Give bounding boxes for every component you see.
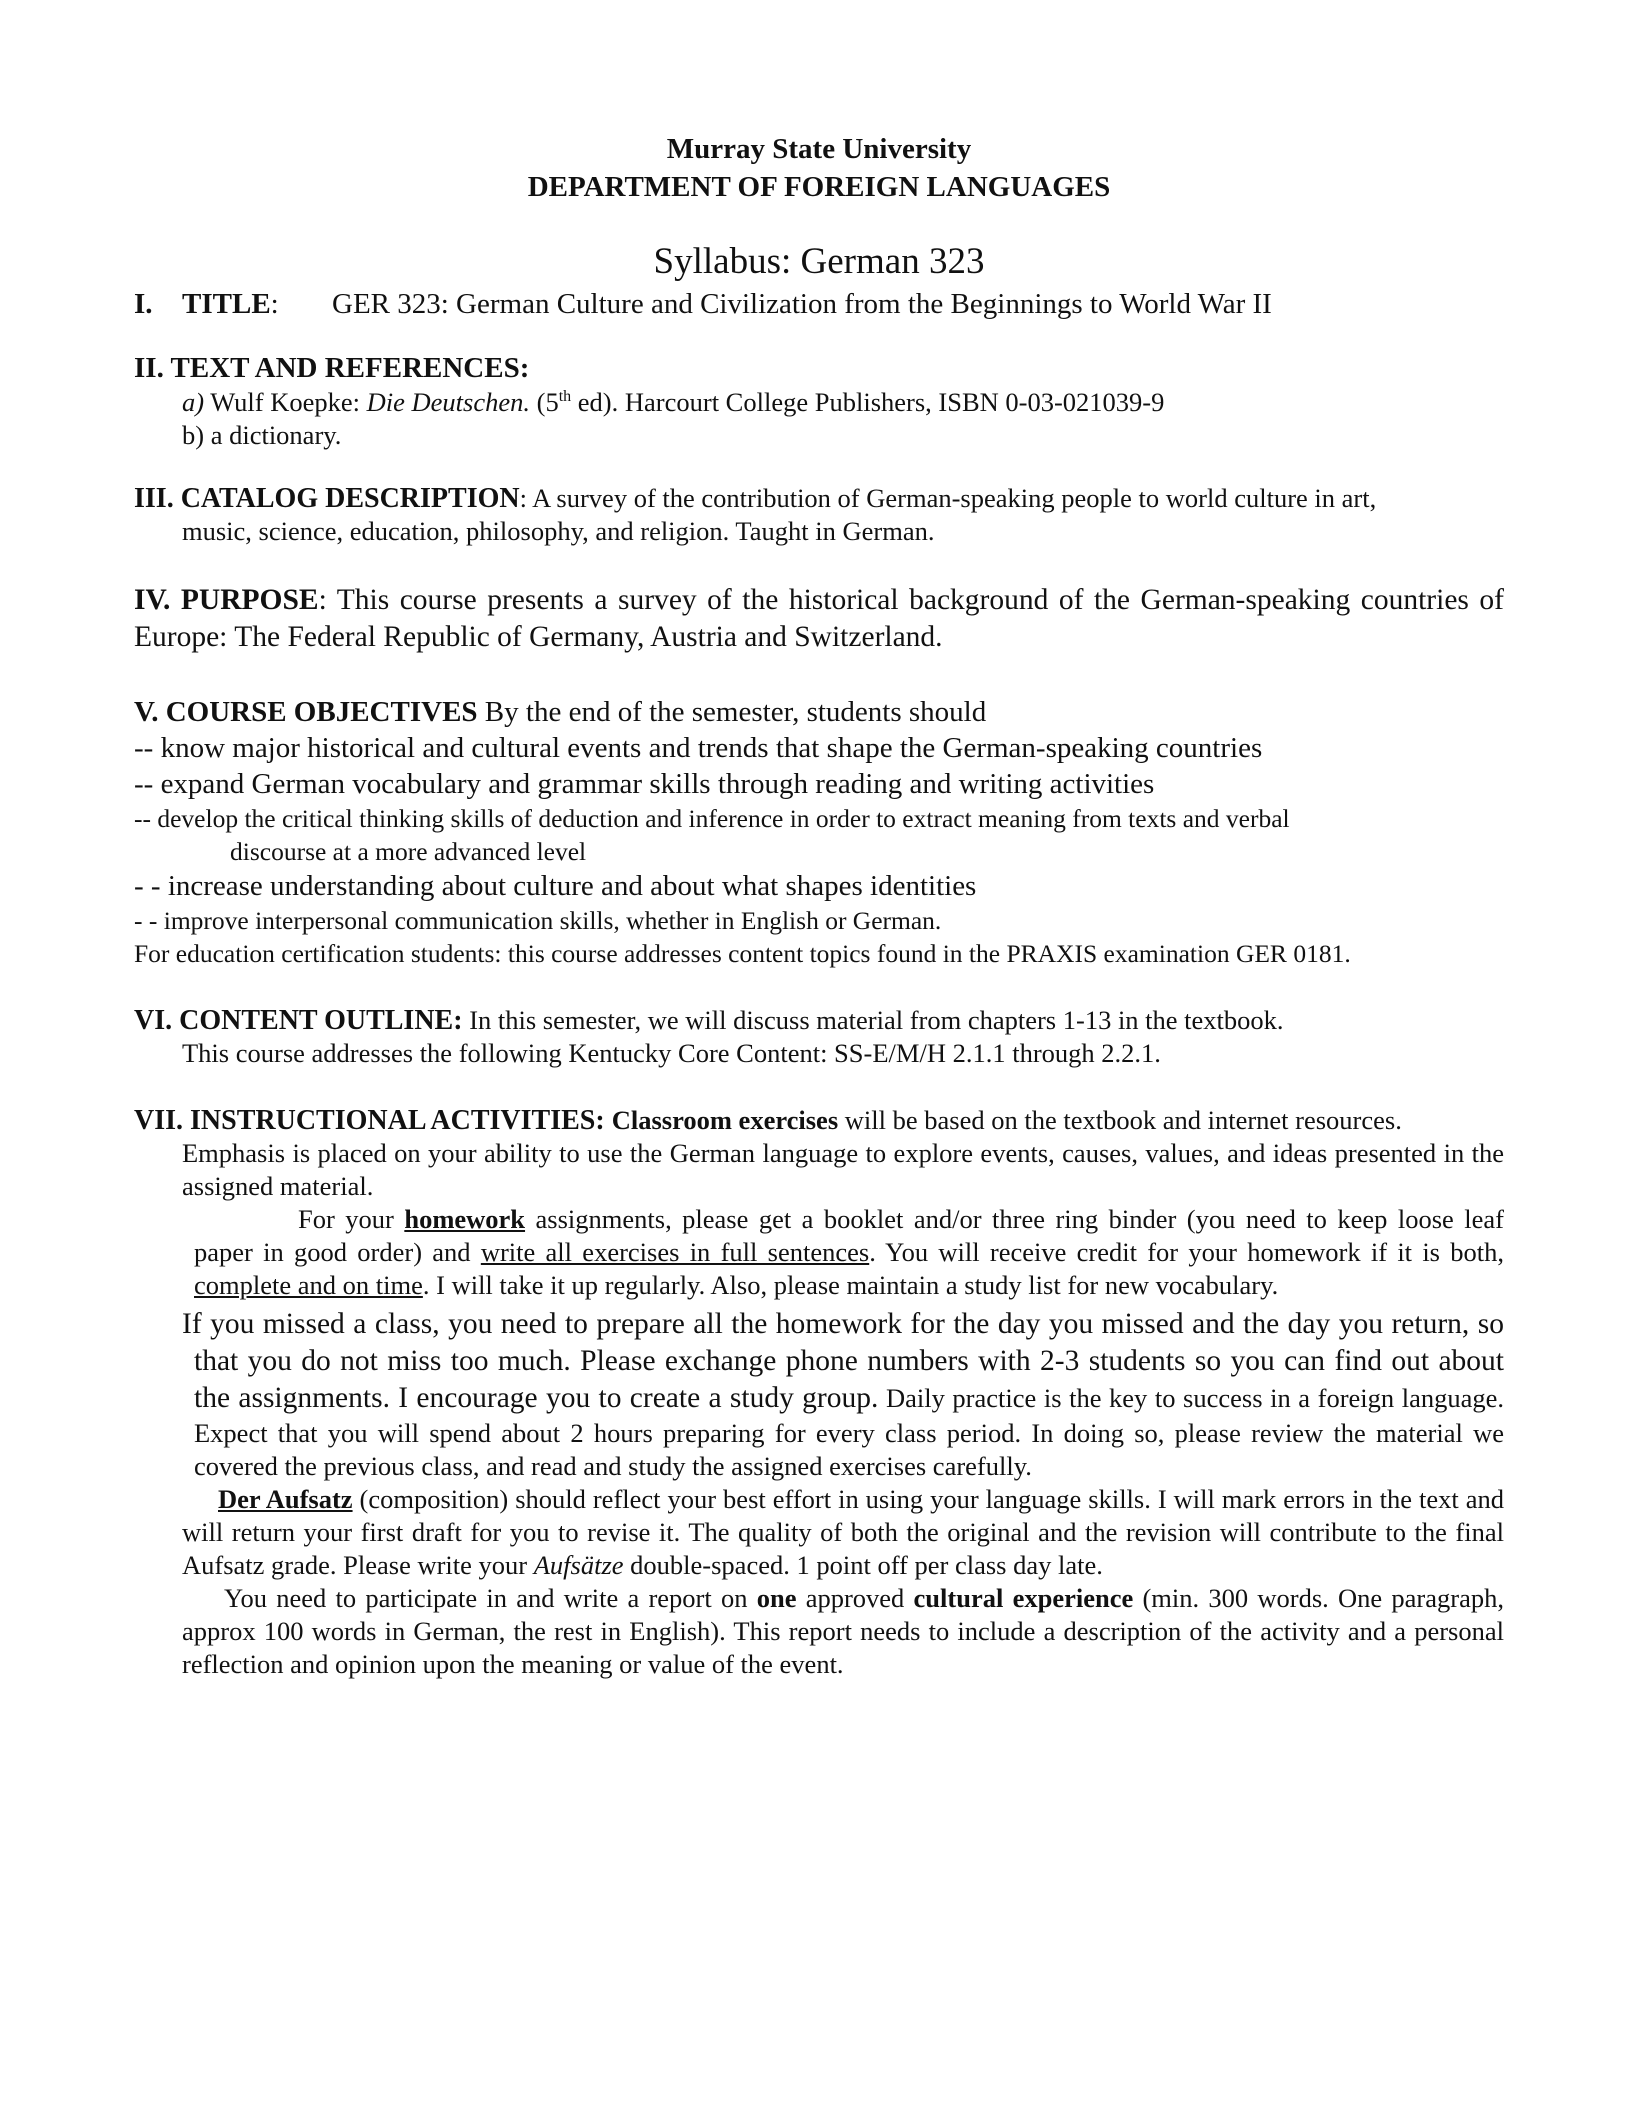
title-label xyxy=(182,286,332,322)
objectives-heading: V. COURSE OBJECTIVES xyxy=(134,696,478,728)
syllabus-title: Syllabus: German 323 xyxy=(653,241,985,282)
syllabus-page xyxy=(134,130,1504,1681)
content-heading: VI. CONTENT OUTLINE: xyxy=(134,1005,463,1036)
cultural-experience-paragraph xyxy=(134,1582,1504,1681)
aufsatz-italic: Aufsätze xyxy=(533,1550,624,1580)
section-title xyxy=(134,286,1504,322)
catalog-line1 xyxy=(134,482,1504,515)
hw-text-4: . I will take it up regularly. Also, please maintain a study list for new vocabulary. xyxy=(422,1270,1279,1300)
purpose-text xyxy=(134,582,1504,656)
objective-item: - - improve interpersonal communication skills, whether in English or German. xyxy=(134,906,942,935)
department-name: DEPARTMENT OF FOREIGN LANGUAGES xyxy=(527,171,1111,203)
content-text-1: In this semester, we will discuss material from chapters 1-13 in the textbook. xyxy=(462,1005,1284,1035)
texts-heading: II. TEXT AND REFERENCES: xyxy=(134,352,530,384)
texts-a-book: Die Deutschen. xyxy=(366,387,531,417)
aufsatz-paragraph xyxy=(134,1483,1504,1582)
purpose-heading: IV. PURPOSE xyxy=(134,584,319,616)
hw-text-1: For your xyxy=(298,1204,405,1234)
objectives-intro: By the end of the semester, students should xyxy=(477,696,987,728)
texts-a-author: Wulf Koepke: xyxy=(204,387,367,417)
hw-underline-2: complete and on time xyxy=(194,1270,423,1300)
cultural-text-1: You need to participate in and write a report on xyxy=(224,1583,757,1613)
catalog-text-1: : A survey of the contribution of German-speaking people to world culture in art, xyxy=(519,483,1377,513)
content-line1 xyxy=(134,1004,1504,1037)
title-colon: : xyxy=(270,288,279,320)
objective-item-continuation: discourse at a more advanced level xyxy=(230,837,587,866)
instructional-line1 xyxy=(134,1104,1504,1137)
section-catalog xyxy=(134,482,1504,548)
objective-item: -- develop the critical thinking skills of deduction and inference in order to extract meaning from texts and verbal xyxy=(134,804,1290,833)
missed-class-text-large: If you missed a class, you need to prepare all the homework for the day you missed and the day you return, so that you do not miss too much. Please exchange phone numbers with 2-3 students so you can find out about the assignments. I encourage you to create a study group. xyxy=(182,1308,1504,1414)
title-number: I. xyxy=(134,288,153,320)
texts-item-b: b) a dictionary. xyxy=(182,420,342,450)
instructional-emphasis: Emphasis is placed on your ability to use the German language to explore events, causes, values, and ideas presented in the assigned material. xyxy=(182,1138,1504,1201)
hw-underline-1: write all exercises in full sentences xyxy=(480,1237,870,1267)
section-content-outline xyxy=(134,1004,1504,1070)
title-label-text: TITLE xyxy=(182,288,271,320)
objective-item: - - increase understanding about culture and about what shapes identities xyxy=(134,870,977,902)
objective-item: -- expand German vocabulary and grammar skills through reading and writing activities xyxy=(134,768,1155,800)
content-line2: This course addresses the following Kentucky Core Content: SS-E/M/H 2.1.1 through 2.2.1. xyxy=(182,1038,1161,1068)
aufsatz-text-1: (composition) should reflect your best effort in using your language skills. I will mark errors in the text and will return your first draft for you to revise it. The quality of both the original and the revision will contribute to the final Aufsatz grade. Please write your xyxy=(182,1484,1504,1580)
catalog-heading: III. CATALOG DESCRIPTION xyxy=(134,483,520,514)
cultural-bold-experience: cultural experience xyxy=(913,1583,1134,1613)
homework-bold: homework xyxy=(404,1204,526,1234)
hw-text-2: assignments, please get a booklet and/or three ring binder (you need to keep loose leaf paper in good order) and xyxy=(194,1204,1504,1267)
missed-class-text-small: Daily practice is the key to success in a foreign language. Expect that you will spend about 2 hours preparing for every class period. In doing so, please review the material we covered the previous class, and read and study the assigned exercises carefully. xyxy=(194,1383,1504,1481)
title-text: GER 323: German Culture and Civilization from the Beginnings to World War II xyxy=(332,288,1272,320)
catalog-line2: music, science, education, philosophy, and religion. Taught in German. xyxy=(182,516,935,546)
cultural-text-2: approved xyxy=(796,1583,914,1613)
texts-a-ed: (5 xyxy=(530,387,559,417)
missed-class-paragraph xyxy=(134,1306,1504,1483)
homework-paragraph xyxy=(134,1203,1504,1302)
section-texts xyxy=(134,350,1504,452)
instructional-text-1: will be based on the textbook and internet resources. xyxy=(838,1105,1402,1135)
document-header xyxy=(134,130,1504,284)
university-name: Murray State University xyxy=(666,133,972,165)
purpose-body: : This course presents a survey of the historical background of the German-speaking countries of Europe: The Federal Republic of Germany, Austria and Switzerland. xyxy=(134,584,1504,653)
section-instructional xyxy=(134,1104,1504,1681)
texts-a-sup: th xyxy=(558,388,572,406)
section-objectives xyxy=(134,694,1504,970)
instructional-heading: VII. INSTRUCTIONAL ACTIVITIES: xyxy=(134,1105,612,1136)
aufsatz-bold: Der Aufsatz xyxy=(218,1484,353,1514)
cultural-text-3: (min. 300 words. One paragraph, approx 100 words in German, the rest in English). This report needs to include a description of the activity and a personal reflection and opinion upon the meaning or value of the event. xyxy=(182,1583,1504,1679)
texts-a-rest: ed). Harcourt College Publishers, ISBN 0-03-021039-9 xyxy=(571,387,1165,417)
cultural-bold-one: one xyxy=(756,1583,797,1613)
objective-item: -- know major historical and cultural events and trends that shape the German-speaking countries xyxy=(134,732,1263,764)
classroom-exercises-bold: Classroom exercises xyxy=(611,1105,839,1135)
praxis-note: For education certification students: this course addresses content topics found in the PRAXIS examination GER 0181. xyxy=(134,939,1351,968)
hw-text-3: . You will receive credit for your homework if it is both, xyxy=(869,1237,1505,1267)
texts-item-a xyxy=(134,386,1504,419)
aufsatz-text-2: double-spaced. 1 point off per class day late. xyxy=(623,1550,1103,1580)
section-purpose xyxy=(134,582,1504,656)
texts-a-marker: a) xyxy=(182,387,205,417)
objectives-heading-line xyxy=(134,694,1504,730)
